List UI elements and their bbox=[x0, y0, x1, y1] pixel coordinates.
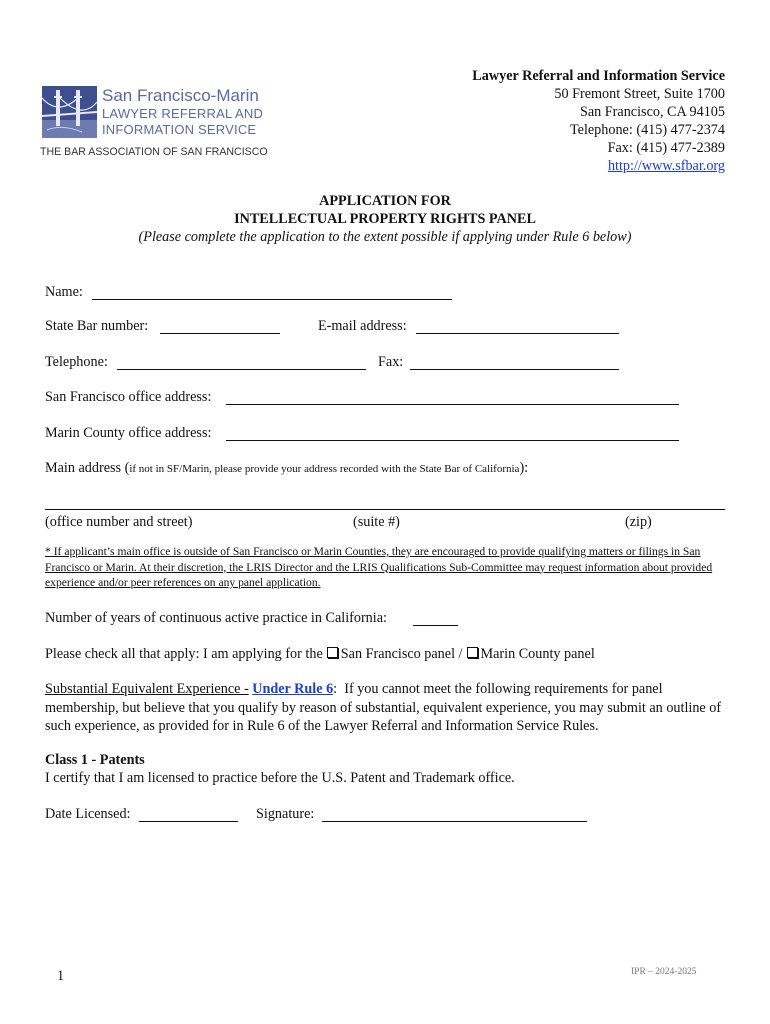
class1-title: Class 1 - Patents bbox=[45, 752, 145, 768]
telephone-number: Telephone: (415) 477-2374 bbox=[569, 122, 725, 138]
contact-block bbox=[365, 67, 725, 175]
website-link[interactable]: http://www.sfbar.org bbox=[607, 158, 725, 174]
email-field[interactable] bbox=[416, 317, 619, 334]
title-line-2: INTELLECTUAL PROPERTY RIGHTS PANEL bbox=[234, 211, 536, 227]
years-label: Number of years of continuous active practice in California: bbox=[45, 610, 387, 626]
main-address-prefix: Main address ( bbox=[45, 460, 130, 476]
date-licensed-field[interactable] bbox=[139, 805, 238, 822]
panel-choice-prefix: Please check all that apply: I am applying for the bbox=[45, 646, 323, 662]
logo-line-3: INFORMATION SERVICE bbox=[102, 122, 257, 137]
org-name: Lawyer Referral and Information Service bbox=[472, 68, 725, 84]
sf-panel-label: San Francisco panel / bbox=[340, 646, 463, 662]
bar-association-name: THE BAR ASSOCIATION OF SAN FRANCISCO bbox=[40, 146, 268, 158]
sf-panel-checkbox[interactable] bbox=[327, 647, 338, 658]
sf-office-field[interactable] bbox=[226, 388, 679, 405]
main-address-label bbox=[45, 459, 528, 477]
rule6-paragraph bbox=[45, 680, 735, 736]
suite-caption: (suite #) bbox=[353, 514, 400, 530]
footnote bbox=[45, 544, 735, 591]
telephone-field[interactable] bbox=[117, 353, 366, 370]
main-address-field[interactable] bbox=[45, 492, 725, 510]
page-number: 1 bbox=[57, 968, 65, 984]
fax-number: Fax: (415) 477-2389 bbox=[607, 140, 725, 156]
fax-label: Fax: bbox=[378, 354, 404, 370]
marin-panel-label: Marin County panel bbox=[480, 646, 595, 662]
form-code: IPR – 2024-2025 bbox=[631, 967, 697, 977]
sf-office-label: San Francisco office address: bbox=[45, 389, 212, 405]
marin-office-label: Marin County office address: bbox=[45, 425, 212, 441]
state-bar-label: State Bar number: bbox=[45, 318, 149, 334]
email-label: E-mail address: bbox=[318, 318, 407, 334]
name-field[interactable] bbox=[92, 283, 452, 300]
office-number-caption: (office number and street) bbox=[45, 514, 193, 530]
main-address-note: if not in SF/Marin, please provide your address recorded with the State Bar of California bbox=[129, 463, 520, 475]
logo bbox=[40, 86, 268, 161]
zip-caption: (zip) bbox=[625, 514, 652, 530]
title-line-1: APPLICATION FOR bbox=[319, 193, 451, 209]
street-address: 50 Fremont Street, Suite 1700 bbox=[554, 86, 725, 102]
logo-line-1: San Francisco-Marin bbox=[102, 86, 259, 105]
marin-panel-checkbox[interactable] bbox=[467, 647, 478, 658]
rule6-colon: : bbox=[333, 681, 338, 697]
signature-label: Signature: bbox=[256, 806, 315, 822]
name-label: Name: bbox=[45, 284, 83, 300]
subtitle: (Please complete the application to the extent possible if applying under Rule 6 below) bbox=[138, 229, 632, 245]
fax-field[interactable] bbox=[410, 353, 619, 370]
marin-office-field[interactable] bbox=[226, 424, 679, 441]
rule6-body: If you cannot meet the following requirements for panel membership, but believe that you qualify by reason of substantial, equivalent experience, you may submit an outline of such experience, as provided for in Rule 6 of the Lawyer Referral and Information Service Rules. bbox=[45, 681, 722, 734]
state-bar-field[interactable] bbox=[160, 317, 280, 334]
rule6-link[interactable]: Under Rule 6 bbox=[252, 681, 334, 697]
years-field[interactable] bbox=[413, 609, 458, 626]
city-address: San Francisco, CA 94105 bbox=[579, 104, 725, 120]
footnote-text: * If applicant’s main office is outside of San Francisco or Marin Counties, they are encouraged to provide qualifying matters or filings in San Francisco or Marin. At their discretion, the LRIS Director and the LRIS Qualifications Sub-Committee may request information about provided experience and/or peer references on any panel application. bbox=[45, 545, 713, 589]
logo-line-2: LAWYER REFERRAL AND bbox=[102, 106, 264, 121]
class1-statement: I certify that I am licensed to practice before the U.S. Patent and Trademark office. bbox=[45, 770, 515, 786]
signature-field[interactable] bbox=[322, 805, 587, 822]
main-address-close: ): bbox=[519, 460, 529, 476]
golden-gate-bridge-icon bbox=[42, 86, 97, 138]
rule6-title: Substantial Equivalent Experience - bbox=[45, 681, 249, 697]
telephone-label: Telephone: bbox=[45, 354, 108, 370]
panel-choice-row bbox=[45, 645, 595, 663]
date-licensed-label: Date Licensed: bbox=[45, 806, 131, 822]
